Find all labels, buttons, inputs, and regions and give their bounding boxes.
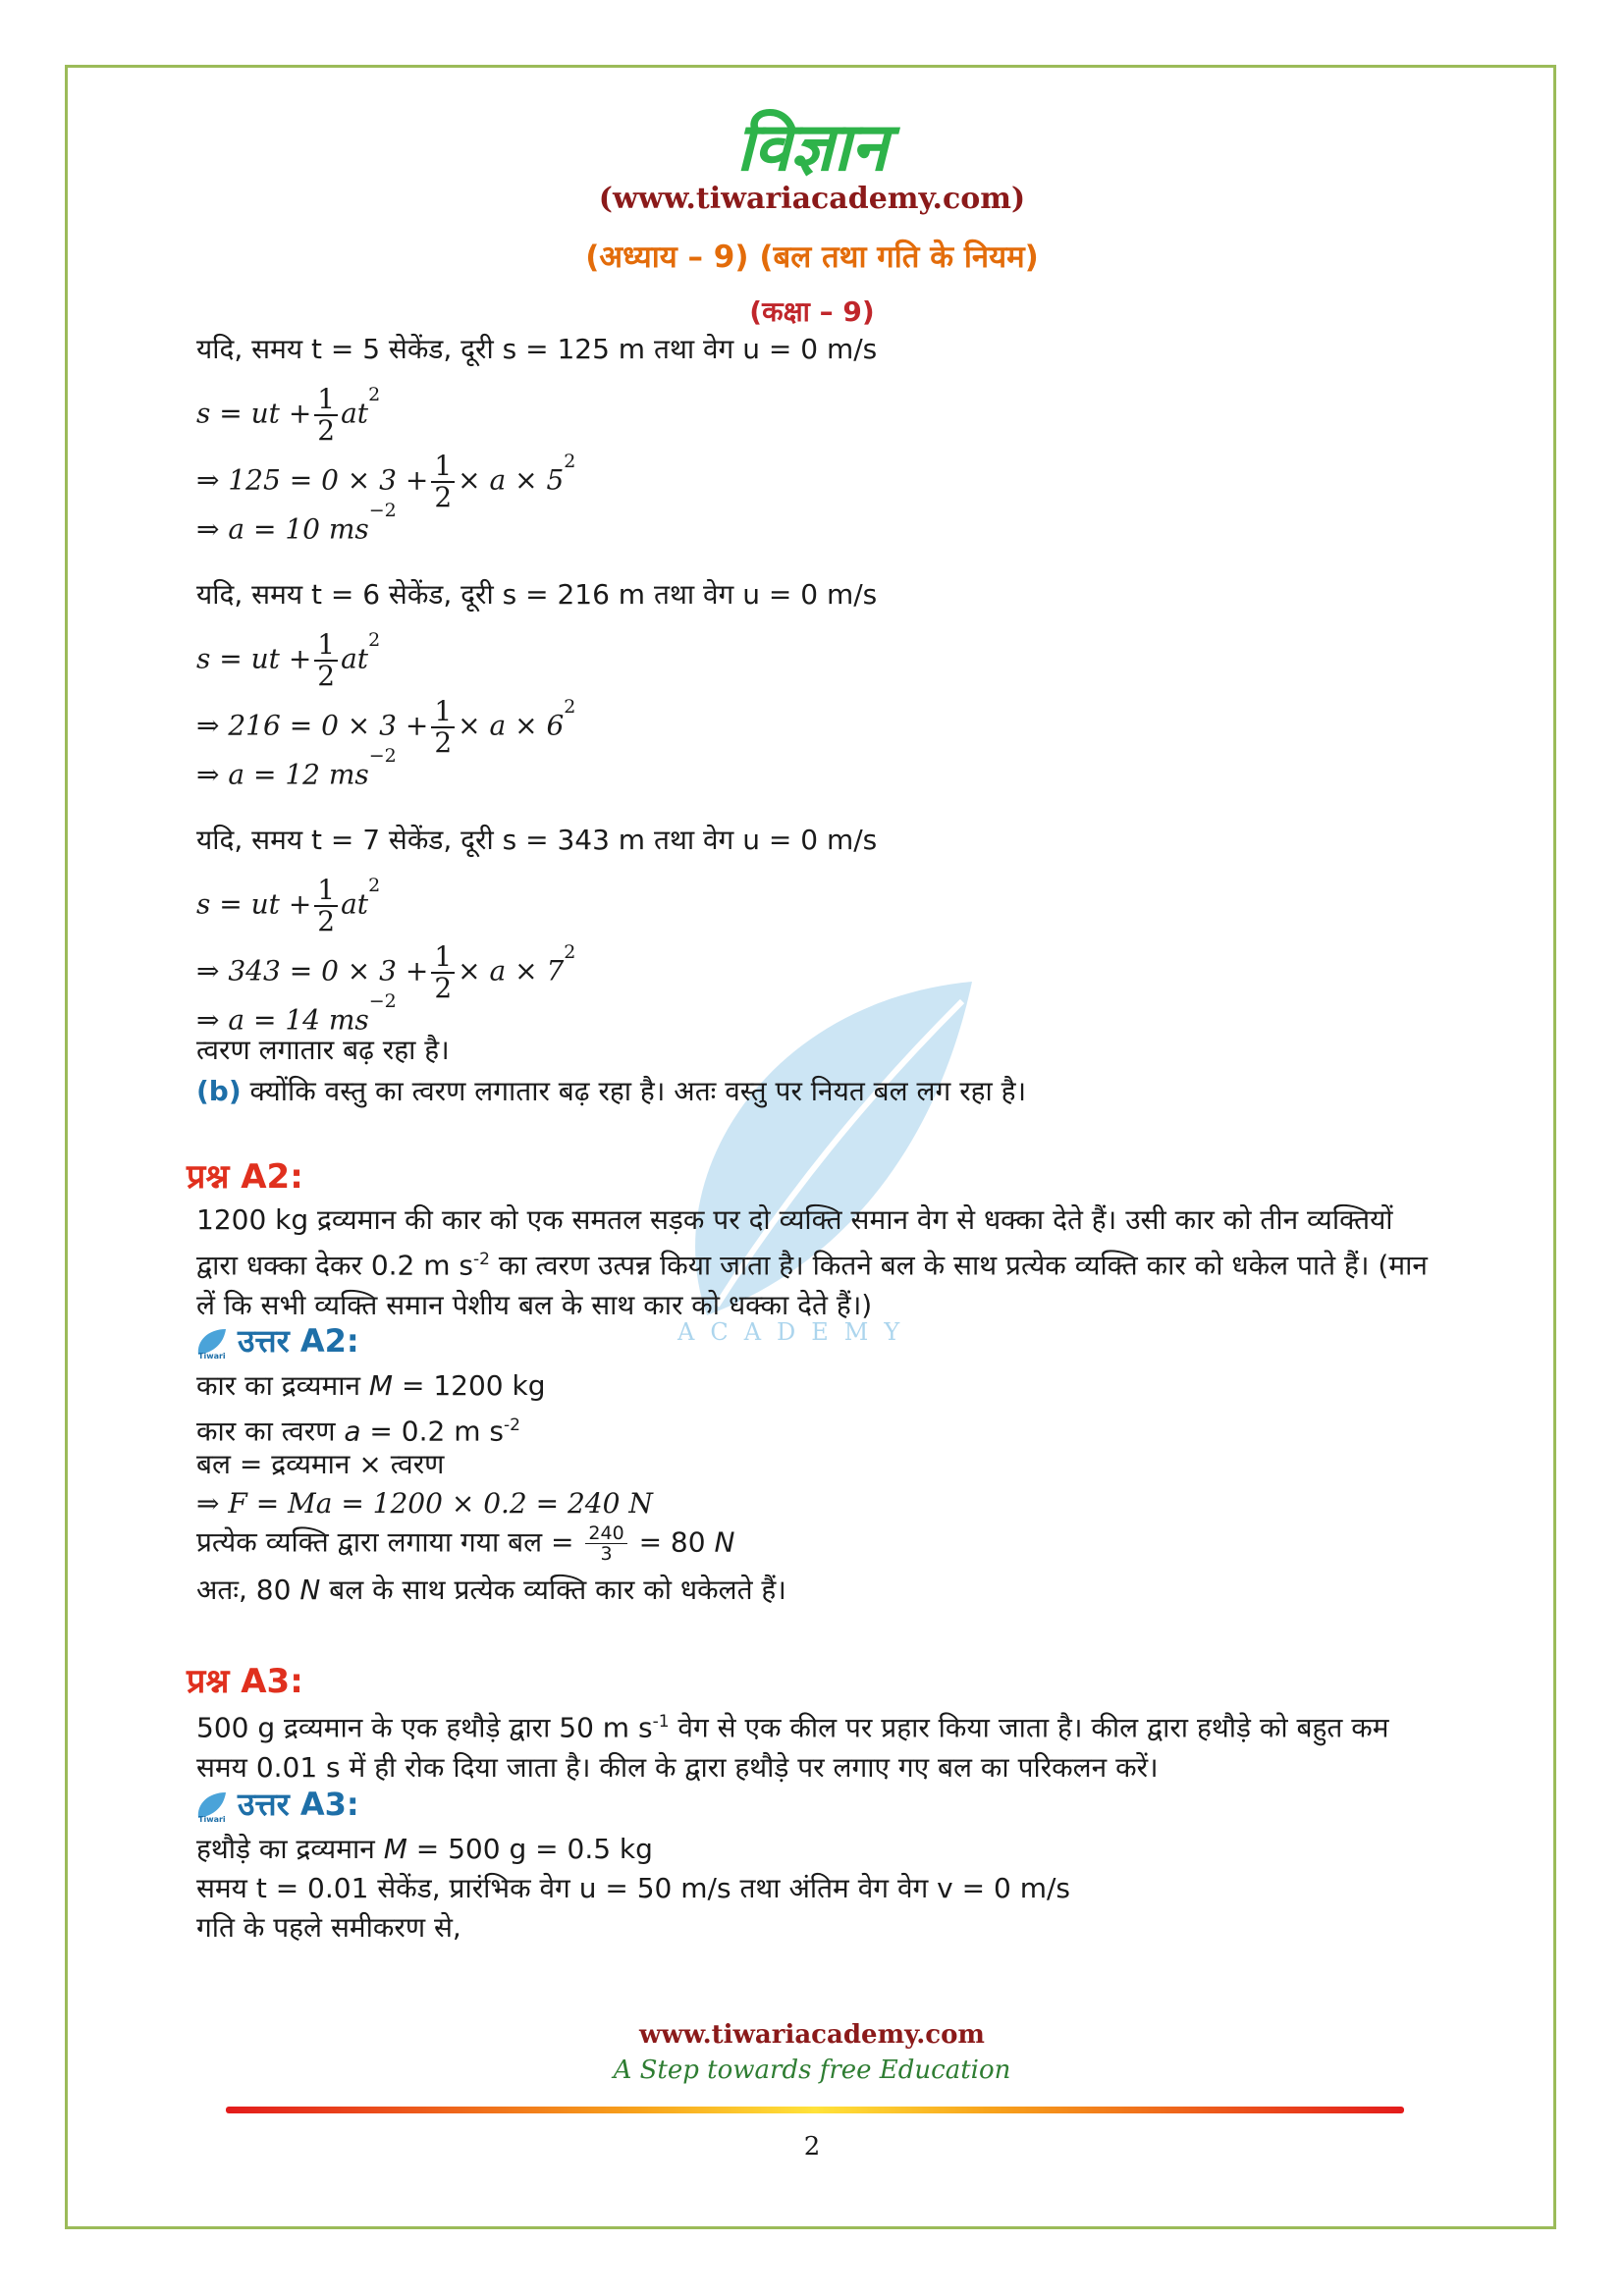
case-2-substitution: ⇒ 216 = 0 × 3 + $\frac{1}{2}$ × $a \times 6^2$ (196, 695, 576, 759)
tiwari-leaf-icon (194, 1789, 230, 1824)
header-website: (www.tiwariacademy.com) (598, 182, 1026, 216)
watermark-letters: ACADEMY (677, 1318, 916, 1346)
a3-equation-intro: गति के पहले समीकरण से, (196, 1911, 461, 1944)
case-2-result: ⇒ a = 12 $ms^{-2}$ (196, 745, 397, 791)
answer-a2-heading: Tiwari उत्तर A2: (194, 1319, 359, 1362)
question-a3-heading: प्रश्न A3: (187, 1662, 303, 1701)
a2-law: बल = द्रव्यमान × त्वरण (196, 1448, 445, 1480)
chapter-heading: (अध्याय – 9) (बल तथा गति के नियम) (585, 240, 1039, 275)
svg-text:Tiwari: Tiwari (198, 1352, 226, 1361)
question-a2-heading: प्रश्न A2: (187, 1157, 303, 1197)
case-3-substitution: ⇒ 343 = 0 × 3 + $\frac{1}{2}$ × $a \times 7^2$ (196, 940, 576, 1004)
page-number: 2 (803, 2132, 821, 2162)
case-3-formula: s = ut + $\frac{1}{2}$ $at^2$ (196, 874, 381, 937)
a2-calculation: ⇒ F = Ma = 1200 × 0.2 = 240 N (196, 1487, 653, 1520)
tiwari-leaf-icon (194, 1325, 230, 1361)
question-a2-text: 1200 kg द्रव्यमान की कार को एक समतल सड़क पर दो व्यक्ति समान वेग से धक्का देते हैं। उसी कार को तीन व्यक्तियों द्वारा धक्का देकर 0.2 m $s^{-2}$ का त्वरण उत्पन्न किया जाता है। कितने बल के साथ प्रत्येक व्यक्ति कार को धकेल पाते हैं। (मान लें कि सभी व्यक्ति समान पेशीय बल के साथ कार को धक्का देते हैं।) (196, 1203, 1428, 1322)
question-a3-text: 500 g द्रव्यमान के एक हथौड़े द्वारा 50 m $s^{-1}$ वेग से एक कील पर प्रहार किया जाता है। कील द्वारा हथौड़े को बहुत कम समय 0.01 s में ही रोक दिया जाता है। कील के द्वारा हथौड़े पर लगाए गए बल का परिकलन करें। (196, 1711, 1389, 1785)
a3-given-values: समय t = 0.01 सेकेंड, प्रारंभिक वेग u = 50 m/s तथा अंतिम वेग वेग v = 0 m/s (196, 1872, 1071, 1904)
case-3-condition: यदि, समय t = 7 सेकेंड, दूरी s = 343 m तथा वेग u = 0 m/s (196, 824, 878, 856)
case-1-substitution: ⇒ 125 = 0 × 3 + $\frac{1}{2}$ × $a \times 5^2$ (196, 450, 576, 513)
answer-a3-heading: Tiwari उत्तर A3: (194, 1783, 359, 1825)
svg-text:Tiwari: Tiwari (198, 1815, 226, 1824)
page-title: विज्ञान (735, 109, 889, 187)
a2-per-person-force: प्रत्येक व्यक्ति द्वारा लगाया गया बल = $\frac{240}{3}$ = 80 N (196, 1522, 735, 1565)
footer-website: www.tiwariacademy.com (639, 2020, 985, 2050)
conclusion: त्वरण लगातार बढ़ रहा है। (196, 1034, 450, 1066)
footer-divider (226, 2107, 1404, 2113)
case-2-formula: s = ut + $\frac{1}{2}$ $at^2$ (196, 628, 381, 692)
a2-acceleration: कार का त्वरण a = 0.2 m $s^{-2}$ (196, 1415, 520, 1448)
case-1-condition: यदि, समय t = 5 सेकेंड, दूरी s = 125 m तथा वेग u = 0 m/s (196, 333, 878, 365)
a2-final: अतः, 80 N बल के साथ प्रत्येक व्यक्ति कार को धकेलते हैं। (196, 1574, 786, 1606)
footer-tagline: A Step towards free Education (613, 2056, 1011, 2085)
case-3-result: ⇒ a = 14 $ms^{-2}$ (196, 990, 397, 1037)
class-label: (कक्षा – 9) (749, 295, 875, 328)
case-1-result: ⇒ a = 10 $ms^{-2}$ (196, 500, 397, 546)
case-1-formula: s = ut + $\frac{1}{2}$ $at^2$ (196, 383, 381, 447)
a3-mass: हथौड़े का द्रव्यमान M = 500 g = 0.5 kg (196, 1833, 653, 1865)
case-2-condition: यदि, समय t = 6 सेकेंड, दूरी s = 216 m तथा वेग u = 0 m/s (196, 578, 878, 611)
a2-mass: कार का द्रव्यमान M = 1200 kg (196, 1369, 546, 1402)
part-b-answer: (b) क्योंकि वस्तु का त्वरण लगातार बढ़ रहा है। अतः वस्तु पर नियत बल लग रहा है। (196, 1075, 1027, 1107)
